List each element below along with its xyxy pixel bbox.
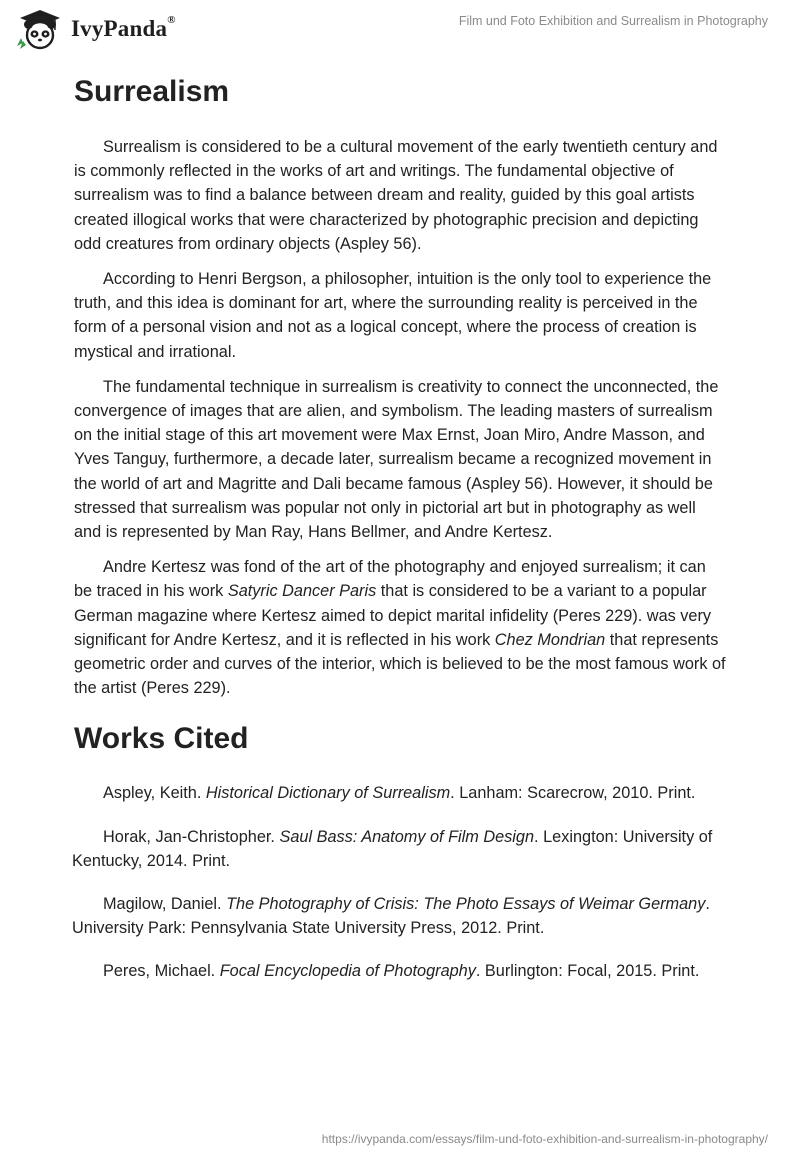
section-heading-works-cited: Works Cited <box>74 722 249 756</box>
ivypanda-logo[interactable] <box>14 8 176 50</box>
paragraph: Andre Kertesz was fond of the art of the photography and enjoyed surrealism; it can be traced in his work Satyric Dancer Paris that is considered to be a variant to a popular German magazine where Kertesz aimed to depict marital infidelity (Peres 229). was very significant for Andre Kertesz, and it is reflected in his work Chez Mondrian that represents geometric order and curves of the interior, which is believed to be the most famous work of the artist (Peres 229). <box>74 558 726 698</box>
page-header <box>0 0 800 60</box>
paragraph: The fundamental technique in surrealism is creativity to connect the unconnected, the convergence of images that are alien, and symbolism. The leading masters of surrealism on the initial stage of this art movement were Max Ernst, Joan Miro, Andre Masson, and Yves Tanguy, furthermore, a decade later, surrealism became a recognized movement in the world of art and Magritte and Dali became famous (Aspley 56). However, it should be stressed that surrealism was popular not only in pictorial art but in photography as well and is represented by Man Ray, Hans Bellmer, and Andre Kertesz. <box>74 377 719 542</box>
citation: Aspley, Keith. Historical Dictionary of Surrealism. Lanham: Scarecrow, 2010. Print. <box>103 784 696 803</box>
work-title: Chez Mondrian <box>494 630 606 649</box>
brand-name: IvyPanda® <box>71 14 176 41</box>
source-url[interactable]: https://ivypanda.com/essays/film-und-foto-exhibition-and-surrealism-in-photography/ <box>321 1132 768 1146</box>
citation: Peres, Michael. Focal Encyclopedia of Photography. Burlington: Focal, 2015. Print. <box>103 962 700 981</box>
document-title: Film und Foto Exhibition and Surrealism in Photography <box>458 14 768 28</box>
works-cited-list <box>72 781 726 983</box>
work-title: Satyric Dancer Paris <box>227 582 377 601</box>
paragraph: According to Henri Bergson, a philosopher, intuition is the only tool to experience the truth, and this idea is dominant for art, where the surrounding reality is perceived in the form of a personal vision and not as a logical concept, where the process of creation is mystical and irrational. <box>74 270 712 361</box>
paragraph: Surrealism is considered to be a cultural movement of the early twentieth century and is commonly reflected in the works of art and writings. The fundamental objective of surrealism was to find a balance between dream and reality, guided by this goal artists created illogical works that were characterized by photographic precision and depicting odd creatures from ordinary objects (Aspley 56). <box>74 138 718 253</box>
panda-graduation-cap-icon <box>14 8 66 50</box>
citation: Magilow, Daniel. The Photography of Crisis: The Photo Essays of Weimar Germany. University Park: Pennsylvania State University Press, 2012. Print. <box>72 895 710 938</box>
essay-content <box>74 70 726 1003</box>
section-heading-surrealism: Surrealism <box>74 75 230 108</box>
citation: Horak, Jan-Christopher. Saul Bass: Anatomy of Film Design. Lexington: University of Kentucky, 2014. Print. <box>72 827 713 870</box>
